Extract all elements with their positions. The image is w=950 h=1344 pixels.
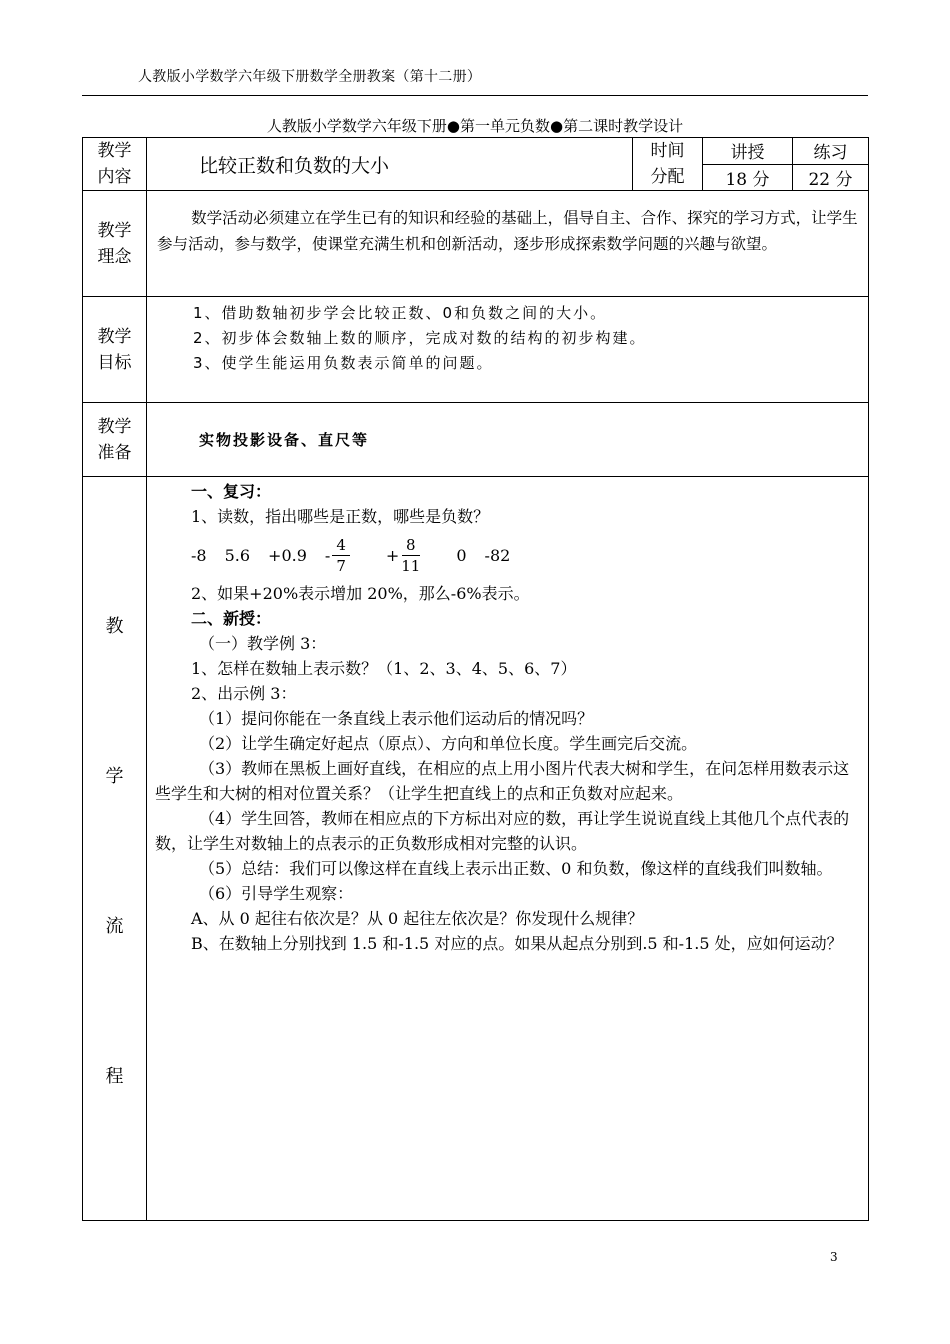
time-label-line2: 分配: [650, 167, 685, 187]
step-2: 2、出示例 3：: [191, 684, 297, 703]
fraction-denominator: 11: [401, 556, 421, 575]
document-header: 人教版小学数学六年级下册数学全册教案（第十二册）: [138, 69, 482, 85]
practice-label: 练习: [793, 138, 869, 165]
number-item: 5.6: [224, 545, 251, 565]
step-1: 1、怎样在数轴上表示数？（1、2、3、4、5、6、7）: [191, 659, 577, 678]
new-lesson-heading: 二、新授：: [191, 609, 272, 628]
step-2-item: （6）引导学生观察：: [199, 884, 354, 903]
review-question-2: 2、如果+20%表示增加 20%，那么-6%表示。: [191, 584, 530, 603]
step-2-item: （1）提问你能在一条直线上表示他们运动后的情况吗？: [199, 709, 594, 728]
content-row: [83, 138, 869, 165]
content-label-line1: 教学: [97, 141, 132, 161]
practice-time: 22 分: [793, 164, 869, 191]
fraction-item: [332, 535, 368, 576]
fraction-numerator: 4: [332, 535, 350, 556]
goal-item: 3、使学生能运用负数表示简单的问题。: [193, 354, 494, 372]
time-allocation-label: [633, 138, 703, 191]
fraction-item: [401, 535, 438, 576]
prep-label-line2: 准备: [97, 442, 132, 463]
lecture-time: 18 分: [703, 164, 793, 191]
number-item: +0.9: [268, 545, 307, 565]
step-2-item: （5）总结：我们可以像这样在直线上表示出正数、0 和负数，像这样的直线我们叫数轴。: [199, 859, 833, 878]
concept-row: [83, 191, 869, 297]
process-row: [83, 477, 869, 1221]
fraction-sign: -: [324, 545, 331, 565]
concept-label-line2: 理念: [97, 246, 132, 267]
goals-label-line1: 教学: [97, 326, 132, 347]
concept-text: 数学活动必须建立在学生已有的知识和经验的基础上，倡导自主、合作、探究的学习方式，让学生参与活动，参与数学，使课堂充满生机和创新活动，逐步形成探索数学问题的兴趣与欲望。: [157, 209, 858, 253]
prep-row: [83, 403, 869, 477]
page-number: 3: [830, 1250, 838, 1264]
goals-label: [83, 297, 147, 403]
lesson-plan-table: [82, 137, 869, 1221]
header-rule: [82, 95, 868, 96]
goal-item: 2、初步体会数轴上数的顺序，完成对数的结构的初步构建。: [193, 329, 647, 347]
number-item: -82: [484, 545, 511, 565]
observation-b: B、在数轴上分别找到 1.5 和-1.5 对应的点。如果从起点分别到.5 和-1.5 处，应如何运动？: [191, 934, 843, 953]
step-2-item: （3）教师在黑板上画好直线，在相应的点上用小图片代表大树和学生，在问怎样用数表示这些学生和大树的相对位置关系？（让学生把直线上的点和正负数对应起来。: [155, 759, 850, 803]
lesson-subtitle: 人教版小学数学六年级下册●第一单元负数●第二课时教学设计: [266, 117, 684, 135]
prep-label: [83, 403, 147, 477]
process-label-char: 学: [105, 766, 124, 787]
process-label-char: 流: [105, 916, 124, 937]
process-label-char: 教: [105, 616, 124, 637]
goal-item: 1、借助数轴初步学会比较正数、0和负数之间的大小。: [193, 304, 608, 322]
process-label: [83, 477, 147, 1221]
step-2-item: （4）学生回答，教师在相应点的下方标出对应的数，再让学生说说直线上其他几个点代表的数，让学生对数轴上的点表示的正负数形成相对完整的认识。: [155, 809, 850, 853]
observation-a: A、从 0 起往右依次是？从 0 起往左依次是？你发现什么规律？: [191, 909, 644, 928]
number-item: -8: [191, 545, 207, 565]
concept-label-line1: 教学: [97, 220, 132, 241]
goals-row: [83, 297, 869, 403]
content-label-line2: 内容: [97, 167, 132, 187]
review-heading: 一、复习：: [191, 482, 272, 501]
example-heading: （一）教学例 3：: [199, 634, 327, 653]
step-2-item: （2）让学生确定好起点（原点）、方向和单位长度。学生画完后交流。: [199, 734, 698, 753]
fraction-sign: +: [385, 545, 400, 565]
time-label-line1: 时间: [650, 141, 685, 161]
lesson-title: 比较正数和负数的大小: [147, 138, 633, 191]
goals-list: [147, 297, 869, 403]
review-question-1: 1、读数，指出哪些是正数，哪些是负数？: [191, 507, 490, 526]
prep-label-line1: 教学: [97, 416, 132, 437]
process-label-char: 程: [105, 1066, 124, 1087]
goals-label-line2: 目标: [97, 352, 132, 373]
fraction-denominator: 7: [336, 556, 346, 575]
process-content: [147, 477, 869, 1221]
content-label: [83, 138, 147, 191]
concept-label: [83, 191, 147, 297]
fraction-numerator: 8: [402, 535, 420, 556]
lecture-label: 讲授: [703, 138, 793, 165]
number-item: 0: [456, 545, 467, 565]
number-list: [155, 529, 862, 581]
concept-text-cell: [147, 191, 869, 297]
prep-text: 实物投影设备、直尺等: [147, 403, 869, 477]
